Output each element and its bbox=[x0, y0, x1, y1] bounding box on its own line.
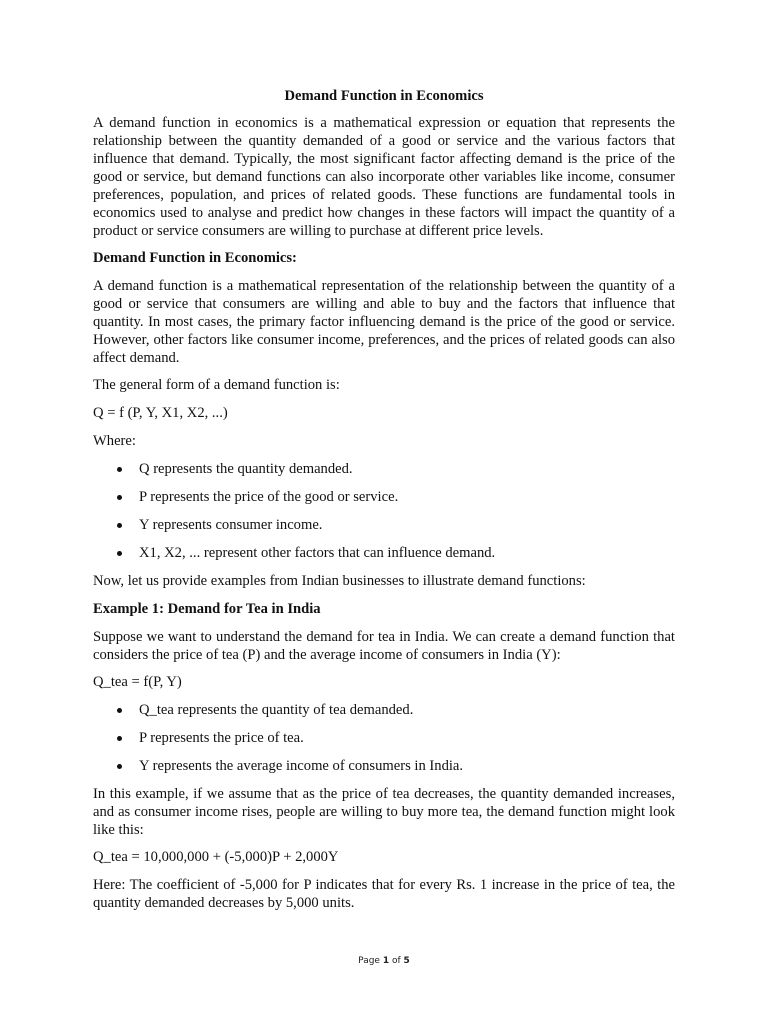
bullet-icon bbox=[117, 467, 122, 472]
general-formula: Q = f (P, Y, X1, X2, ...) bbox=[93, 405, 228, 421]
page-total: 5 bbox=[403, 956, 410, 966]
list-item bbox=[117, 701, 675, 719]
where-label: Where: bbox=[93, 433, 136, 449]
section-paragraph: A demand function is a mathematical representation of the relationship between the quantity of a good or service that consumers are willing and able to buy and the factors that influence that quantity. In most cases, the primary factor influencing demand is the price of the good or service. However, other factors like consumer income, preferences, and the prices of related goods can also affect demand. bbox=[93, 278, 675, 366]
document-title: Demand Function in Economics bbox=[284, 88, 484, 104]
intro-paragraph: A demand function in economics is a mathematical expression or equation that represents the relationship between the quantity demanded of a good or service and the various factors that influence that demand. Typically, the most significant factor affecting demand is the price of the good or service, but demand functions can also incorporate other variables like income, consumer preferences, population, and prices of related goods. These functions are fundamental tools in economics used to analyse and predict how changes in these factors will impact the quantity of a product or service consumers are willing to purchase at different price levels. bbox=[93, 115, 675, 239]
example-paragraph-2: In this example, if we assume that as the price of tea decreases, the quantity demanded increases, and as consumer income rises, people are willing to buy more tea, the demand function might look like this: bbox=[93, 786, 675, 838]
example-paragraph: Suppose we want to understand the demand for tea in India. We can create a demand function that considers the price of tea (P) and the average income of consumers in India (Y): bbox=[93, 629, 675, 663]
list-item-text: Y represents consumer income. bbox=[139, 517, 323, 533]
bullet-icon bbox=[117, 708, 122, 713]
example-formula-2: Q_tea = 10,000,000 + (-5,000)P + 2,000Y bbox=[93, 849, 339, 865]
list-item bbox=[117, 516, 675, 534]
page-footer bbox=[0, 956, 768, 966]
bullet-icon bbox=[117, 764, 122, 769]
of-word: of bbox=[391, 956, 401, 966]
list-item-text: Y represents the average income of consumers in India. bbox=[139, 758, 464, 774]
bullet-icon bbox=[117, 523, 122, 528]
bullet-icon bbox=[117, 736, 122, 741]
transition-text: Now, let us provide examples from Indian businesses to illustrate demand functions: bbox=[93, 573, 586, 589]
list-item bbox=[117, 460, 675, 478]
list-item bbox=[117, 488, 675, 506]
page-word: Page bbox=[358, 956, 380, 966]
example-heading: Example 1: Demand for Tea in India bbox=[93, 601, 321, 617]
variables-list bbox=[93, 460, 675, 562]
general-form-label: The general form of a demand function is: bbox=[93, 377, 340, 393]
bullet-icon bbox=[117, 551, 122, 556]
example-variables-list bbox=[93, 701, 675, 775]
list-item bbox=[117, 757, 675, 775]
example-formula: Q_tea = f(P, Y) bbox=[93, 674, 182, 690]
bullet-icon bbox=[117, 495, 122, 500]
list-item bbox=[117, 544, 675, 562]
section-heading: Demand Function in Economics: bbox=[93, 250, 297, 266]
list-item bbox=[117, 729, 675, 747]
list-item-text: X1, X2, ... represent other factors that can influence demand. bbox=[139, 545, 496, 561]
page-number: 1 bbox=[382, 956, 390, 966]
list-item-text: P represents the price of the good or service. bbox=[139, 489, 399, 505]
list-item-text: P represents the price of tea. bbox=[139, 730, 304, 746]
list-item-text: Q_tea represents the quantity of tea demanded. bbox=[139, 702, 414, 718]
list-item-text: Q represents the quantity demanded. bbox=[139, 461, 353, 477]
example-paragraph-3: Here: The coefficient of -5,000 for P indicates that for every Rs. 1 increase in the price of tea, the quantity demanded decreases by 5,000 units. bbox=[93, 877, 675, 911]
